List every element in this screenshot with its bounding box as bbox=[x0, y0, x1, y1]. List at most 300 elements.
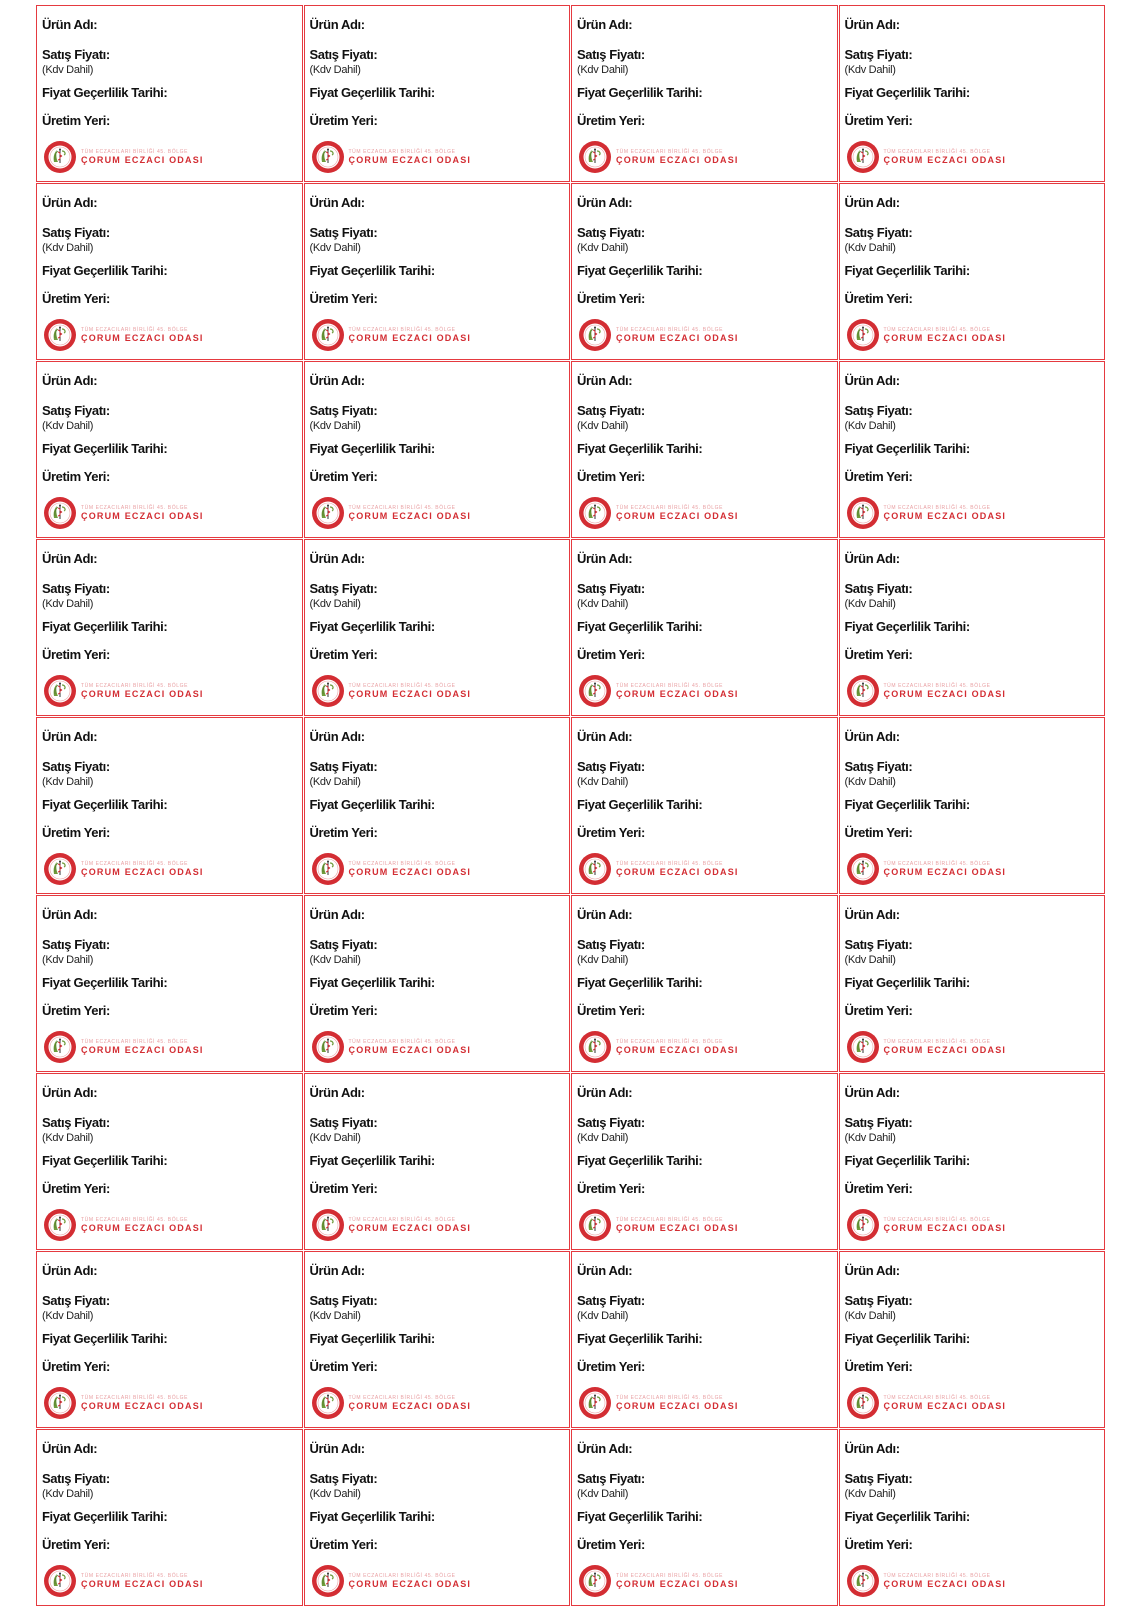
logo-title: ÇORUM ECZACI ODASI bbox=[348, 332, 472, 343]
chamber-logo bbox=[311, 852, 472, 886]
logo-tagline: TÜM ECZACILARI BİRLİĞİ 45. BÖLGE bbox=[348, 1216, 456, 1223]
chamber-logo bbox=[846, 852, 1007, 886]
pharmacy-chamber-seal-icon bbox=[311, 140, 345, 174]
sale-price-field: Satış Fiyatı: bbox=[42, 1293, 110, 1308]
price-validity-date-field: Fiyat Geçerlilik Tarihi: bbox=[577, 1331, 703, 1346]
price-validity-date-field: Fiyat Geçerlilik Tarihi: bbox=[42, 1331, 168, 1346]
price-label bbox=[571, 1429, 838, 1606]
sale-price-field: Satış Fiyatı: bbox=[844, 1293, 913, 1308]
price-label bbox=[839, 1251, 1106, 1428]
price-label bbox=[36, 539, 303, 716]
price-validity-date-field: Fiyat Geçerlilik Tarihi: bbox=[577, 797, 703, 812]
logo-title: ÇORUM ECZACI ODASI bbox=[348, 1222, 472, 1233]
pharmacy-chamber-seal-icon bbox=[846, 496, 880, 530]
price-validity-date-field: Fiyat Geçerlilik Tarihi: bbox=[577, 263, 703, 278]
product-name-field: Ürün Adı: bbox=[309, 17, 365, 32]
logo-title: ÇORUM ECZACI ODASI bbox=[883, 866, 1007, 877]
chamber-logo bbox=[846, 1030, 1007, 1064]
production-place-field: Üretim Yeri: bbox=[577, 1003, 645, 1018]
product-name-field: Ürün Adı: bbox=[42, 17, 98, 32]
logo-title: ÇORUM ECZACI ODASI bbox=[81, 688, 204, 699]
chamber-logo bbox=[311, 496, 472, 530]
logo-tagline: TÜM ECZACILARI BİRLİĞİ 45. BÖLGE bbox=[883, 682, 991, 689]
logo-title: ÇORUM ECZACI ODASI bbox=[616, 866, 739, 877]
sale-price-field: Satış Fiyatı: bbox=[844, 225, 913, 240]
production-place-field: Üretim Yeri: bbox=[42, 825, 110, 840]
logo-tagline: TÜM ECZACILARI BİRLİĞİ 45. BÖLGE bbox=[616, 860, 723, 867]
sale-price-field: Satış Fiyatı: bbox=[42, 225, 110, 240]
price-label bbox=[304, 1073, 571, 1250]
price-validity-date-field: Fiyat Geçerlilik Tarihi: bbox=[42, 619, 168, 634]
logo-title: ÇORUM ECZACI ODASI bbox=[616, 510, 739, 521]
production-place-field: Üretim Yeri: bbox=[577, 113, 645, 128]
logo-tagline: TÜM ECZACILARI BİRLİĞİ 45. BÖLGE bbox=[616, 1216, 723, 1223]
price-validity-date-field: Fiyat Geçerlilik Tarihi: bbox=[42, 263, 168, 278]
price-label bbox=[571, 183, 838, 360]
production-place-field: Üretim Yeri: bbox=[577, 291, 645, 306]
price-label bbox=[304, 5, 571, 182]
logo-tagline: TÜM ECZACILARI BİRLİĞİ 45. BÖLGE bbox=[883, 148, 991, 155]
price-validity-date-field: Fiyat Geçerlilik Tarihi: bbox=[844, 263, 970, 278]
sale-price-field: Satış Fiyatı: bbox=[309, 759, 378, 774]
sale-price-field: Satış Fiyatı: bbox=[42, 403, 110, 418]
logo-tagline: TÜM ECZACILARI BİRLİĞİ 45. BÖLGE bbox=[348, 326, 456, 333]
logo-title: ÇORUM ECZACI ODASI bbox=[81, 1222, 204, 1233]
product-name-field: Ürün Adı: bbox=[844, 195, 900, 210]
production-place-field: Üretim Yeri: bbox=[844, 469, 913, 484]
price-label bbox=[36, 717, 303, 894]
chamber-logo bbox=[846, 318, 1007, 352]
product-name-field: Ürün Adı: bbox=[577, 907, 633, 922]
pharmacy-chamber-seal-icon bbox=[311, 1564, 345, 1598]
price-validity-date-field: Fiyat Geçerlilik Tarihi: bbox=[844, 1509, 970, 1524]
price-label bbox=[36, 183, 303, 360]
pharmacy-chamber-seal-icon bbox=[43, 140, 77, 174]
vat-included-note: (Kdv Dahil) bbox=[42, 1310, 94, 1322]
logo-tagline: TÜM ECZACILARI BİRLİĞİ 45. BÖLGE bbox=[883, 1038, 991, 1045]
price-validity-date-field: Fiyat Geçerlilik Tarihi: bbox=[42, 797, 168, 812]
vat-included-note: (Kdv Dahil) bbox=[844, 776, 896, 788]
production-place-field: Üretim Yeri: bbox=[844, 113, 913, 128]
sale-price-field: Satış Fiyatı: bbox=[844, 1471, 913, 1486]
vat-included-note: (Kdv Dahil) bbox=[844, 598, 896, 610]
vat-included-note: (Kdv Dahil) bbox=[42, 420, 94, 432]
logo-tagline: TÜM ECZACILARI BİRLİĞİ 45. BÖLGE bbox=[348, 504, 456, 511]
chamber-logo bbox=[43, 1564, 204, 1598]
vat-included-note: (Kdv Dahil) bbox=[42, 64, 94, 76]
pharmacy-chamber-seal-icon bbox=[311, 1208, 345, 1242]
price-validity-date-field: Fiyat Geçerlilik Tarihi: bbox=[309, 797, 435, 812]
price-label bbox=[839, 539, 1106, 716]
production-place-field: Üretim Yeri: bbox=[844, 1359, 913, 1374]
product-name-field: Ürün Adı: bbox=[309, 1263, 365, 1278]
vat-included-note: (Kdv Dahil) bbox=[42, 242, 94, 254]
sale-price-field: Satış Fiyatı: bbox=[42, 1471, 110, 1486]
price-validity-date-field: Fiyat Geçerlilik Tarihi: bbox=[577, 619, 703, 634]
logo-tagline: TÜM ECZACILARI BİRLİĞİ 45. BÖLGE bbox=[81, 1038, 188, 1045]
chamber-logo bbox=[43, 852, 204, 886]
logo-tagline: TÜM ECZACILARI BİRLİĞİ 45. BÖLGE bbox=[81, 504, 188, 511]
price-validity-date-field: Fiyat Geçerlilik Tarihi: bbox=[577, 1509, 703, 1524]
sale-price-field: Satış Fiyatı: bbox=[309, 1471, 378, 1486]
sale-price-field: Satış Fiyatı: bbox=[844, 581, 913, 596]
sale-price-field: Satış Fiyatı: bbox=[309, 1115, 378, 1130]
logo-title: ÇORUM ECZACI ODASI bbox=[81, 332, 204, 343]
vat-included-note: (Kdv Dahil) bbox=[309, 420, 361, 432]
production-place-field: Üretim Yeri: bbox=[309, 1003, 378, 1018]
price-validity-date-field: Fiyat Geçerlilik Tarihi: bbox=[309, 619, 435, 634]
logo-title: ÇORUM ECZACI ODASI bbox=[348, 510, 472, 521]
logo-title: ÇORUM ECZACI ODASI bbox=[883, 1222, 1007, 1233]
product-name-field: Ürün Adı: bbox=[844, 373, 900, 388]
logo-tagline: TÜM ECZACILARI BİRLİĞİ 45. BÖLGE bbox=[81, 1394, 188, 1401]
production-place-field: Üretim Yeri: bbox=[42, 1537, 110, 1552]
logo-tagline: TÜM ECZACILARI BİRLİĞİ 45. BÖLGE bbox=[81, 860, 188, 867]
logo-tagline: TÜM ECZACILARI BİRLİĞİ 45. BÖLGE bbox=[616, 326, 723, 333]
price-validity-date-field: Fiyat Geçerlilik Tarihi: bbox=[844, 1153, 970, 1168]
price-validity-date-field: Fiyat Geçerlilik Tarihi: bbox=[42, 1509, 168, 1524]
vat-included-note: (Kdv Dahil) bbox=[577, 954, 629, 966]
chamber-logo bbox=[311, 1030, 472, 1064]
production-place-field: Üretim Yeri: bbox=[844, 647, 913, 662]
price-label bbox=[36, 1429, 303, 1606]
logo-tagline: TÜM ECZACILARI BİRLİĞİ 45. BÖLGE bbox=[616, 504, 723, 511]
price-validity-date-field: Fiyat Geçerlilik Tarihi: bbox=[309, 1153, 435, 1168]
price-label bbox=[571, 5, 838, 182]
logo-title: ÇORUM ECZACI ODASI bbox=[883, 154, 1007, 165]
price-label bbox=[571, 1073, 838, 1250]
price-validity-date-field: Fiyat Geçerlilik Tarihi: bbox=[844, 797, 970, 812]
logo-tagline: TÜM ECZACILARI BİRLİĞİ 45. BÖLGE bbox=[81, 1572, 188, 1579]
product-name-field: Ürün Adı: bbox=[577, 1441, 633, 1456]
price-validity-date-field: Fiyat Geçerlilik Tarihi: bbox=[577, 975, 703, 990]
sale-price-field: Satış Fiyatı: bbox=[42, 47, 110, 62]
price-validity-date-field: Fiyat Geçerlilik Tarihi: bbox=[309, 1331, 435, 1346]
pharmacy-chamber-seal-icon bbox=[578, 318, 612, 352]
price-validity-date-field: Fiyat Geçerlilik Tarihi: bbox=[309, 1509, 435, 1524]
pharmacy-chamber-seal-icon bbox=[578, 1030, 612, 1064]
vat-included-note: (Kdv Dahil) bbox=[309, 242, 361, 254]
sale-price-field: Satış Fiyatı: bbox=[577, 1115, 645, 1130]
pharmacy-chamber-seal-icon bbox=[578, 496, 612, 530]
chamber-logo bbox=[578, 852, 739, 886]
product-name-field: Ürün Adı: bbox=[42, 1263, 98, 1278]
price-label bbox=[36, 1073, 303, 1250]
pharmacy-chamber-seal-icon bbox=[311, 496, 345, 530]
price-label bbox=[839, 1073, 1106, 1250]
pharmacy-chamber-seal-icon bbox=[43, 1564, 77, 1598]
sale-price-field: Satış Fiyatı: bbox=[577, 581, 645, 596]
logo-tagline: TÜM ECZACILARI BİRLİĞİ 45. BÖLGE bbox=[883, 1216, 991, 1223]
product-name-field: Ürün Adı: bbox=[844, 1441, 900, 1456]
price-label bbox=[571, 1251, 838, 1428]
price-validity-date-field: Fiyat Geçerlilik Tarihi: bbox=[844, 441, 970, 456]
price-label bbox=[304, 1429, 571, 1606]
sale-price-field: Satış Fiyatı: bbox=[309, 1293, 378, 1308]
logo-tagline: TÜM ECZACILARI BİRLİĞİ 45. BÖLGE bbox=[616, 682, 723, 689]
logo-title: ÇORUM ECZACI ODASI bbox=[883, 332, 1007, 343]
logo-title: ÇORUM ECZACI ODASI bbox=[616, 1578, 739, 1589]
vat-included-note: (Kdv Dahil) bbox=[577, 598, 629, 610]
sale-price-field: Satış Fiyatı: bbox=[309, 225, 378, 240]
production-place-field: Üretim Yeri: bbox=[309, 1181, 378, 1196]
chamber-logo bbox=[43, 1030, 204, 1064]
product-name-field: Ürün Adı: bbox=[844, 907, 900, 922]
chamber-logo bbox=[578, 1386, 739, 1420]
sale-price-field: Satış Fiyatı: bbox=[42, 1115, 110, 1130]
product-name-field: Ürün Adı: bbox=[42, 907, 98, 922]
production-place-field: Üretim Yeri: bbox=[844, 1537, 913, 1552]
vat-included-note: (Kdv Dahil) bbox=[577, 776, 629, 788]
product-name-field: Ürün Adı: bbox=[844, 1085, 900, 1100]
chamber-logo bbox=[43, 674, 204, 708]
pharmacy-chamber-seal-icon bbox=[43, 1208, 77, 1242]
logo-title: ÇORUM ECZACI ODASI bbox=[883, 688, 1007, 699]
price-validity-date-field: Fiyat Geçerlilik Tarihi: bbox=[844, 1331, 970, 1346]
logo-title: ÇORUM ECZACI ODASI bbox=[81, 1578, 204, 1589]
pharmacy-chamber-seal-icon bbox=[846, 674, 880, 708]
pharmacy-chamber-seal-icon bbox=[846, 140, 880, 174]
logo-tagline: TÜM ECZACILARI BİRLİĞİ 45. BÖLGE bbox=[348, 1038, 456, 1045]
logo-title: ÇORUM ECZACI ODASI bbox=[616, 154, 739, 165]
product-name-field: Ürün Adı: bbox=[844, 1263, 900, 1278]
chamber-logo bbox=[578, 674, 739, 708]
vat-included-note: (Kdv Dahil) bbox=[844, 242, 896, 254]
vat-included-note: (Kdv Dahil) bbox=[577, 420, 629, 432]
price-label bbox=[304, 361, 571, 538]
price-label bbox=[304, 895, 571, 1072]
price-validity-date-field: Fiyat Geçerlilik Tarihi: bbox=[42, 85, 168, 100]
product-name-field: Ürün Adı: bbox=[42, 1441, 98, 1456]
production-place-field: Üretim Yeri: bbox=[844, 291, 913, 306]
logo-title: ÇORUM ECZACI ODASI bbox=[616, 1222, 739, 1233]
price-validity-date-field: Fiyat Geçerlilik Tarihi: bbox=[42, 1153, 168, 1168]
vat-included-note: (Kdv Dahil) bbox=[577, 64, 629, 76]
logo-tagline: TÜM ECZACILARI BİRLİĞİ 45. BÖLGE bbox=[883, 860, 991, 867]
logo-title: ÇORUM ECZACI ODASI bbox=[883, 1578, 1007, 1589]
product-name-field: Ürün Adı: bbox=[42, 373, 98, 388]
chamber-logo bbox=[578, 140, 739, 174]
chamber-logo bbox=[578, 1030, 739, 1064]
price-validity-date-field: Fiyat Geçerlilik Tarihi: bbox=[42, 975, 168, 990]
pharmacy-chamber-seal-icon bbox=[846, 1386, 880, 1420]
price-validity-date-field: Fiyat Geçerlilik Tarihi: bbox=[309, 975, 435, 990]
sale-price-field: Satış Fiyatı: bbox=[577, 937, 645, 952]
production-place-field: Üretim Yeri: bbox=[42, 1003, 110, 1018]
sale-price-field: Satış Fiyatı: bbox=[42, 581, 110, 596]
pharmacy-chamber-seal-icon bbox=[311, 1386, 345, 1420]
chamber-logo bbox=[578, 1208, 739, 1242]
logo-tagline: TÜM ECZACILARI BİRLİĞİ 45. BÖLGE bbox=[348, 860, 456, 867]
pharmacy-chamber-seal-icon bbox=[578, 140, 612, 174]
sale-price-field: Satış Fiyatı: bbox=[844, 403, 913, 418]
product-name-field: Ürün Adı: bbox=[309, 1441, 365, 1456]
product-name-field: Ürün Adı: bbox=[42, 195, 98, 210]
logo-title: ÇORUM ECZACI ODASI bbox=[616, 688, 739, 699]
price-label bbox=[571, 717, 838, 894]
vat-included-note: (Kdv Dahil) bbox=[42, 1132, 94, 1144]
pharmacy-chamber-seal-icon bbox=[578, 1386, 612, 1420]
production-place-field: Üretim Yeri: bbox=[309, 825, 378, 840]
pharmacy-chamber-seal-icon bbox=[846, 1030, 880, 1064]
production-place-field: Üretim Yeri: bbox=[577, 1181, 645, 1196]
production-place-field: Üretim Yeri: bbox=[577, 825, 645, 840]
logo-title: ÇORUM ECZACI ODASI bbox=[883, 1044, 1007, 1055]
pharmacy-chamber-seal-icon bbox=[43, 1030, 77, 1064]
logo-tagline: TÜM ECZACILARI BİRLİĞİ 45. BÖLGE bbox=[348, 148, 456, 155]
sale-price-field: Satış Fiyatı: bbox=[42, 937, 110, 952]
vat-included-note: (Kdv Dahil) bbox=[42, 1488, 94, 1500]
production-place-field: Üretim Yeri: bbox=[42, 469, 110, 484]
logo-tagline: TÜM ECZACILARI BİRLİĞİ 45. BÖLGE bbox=[81, 326, 188, 333]
product-name-field: Ürün Adı: bbox=[577, 551, 633, 566]
label-sheet bbox=[36, 5, 1106, 1600]
price-validity-date-field: Fiyat Geçerlilik Tarihi: bbox=[844, 85, 970, 100]
logo-tagline: TÜM ECZACILARI BİRLİĞİ 45. BÖLGE bbox=[81, 682, 188, 689]
pharmacy-chamber-seal-icon bbox=[578, 674, 612, 708]
pharmacy-chamber-seal-icon bbox=[578, 1208, 612, 1242]
product-name-field: Ürün Adı: bbox=[844, 17, 900, 32]
logo-title: ÇORUM ECZACI ODASI bbox=[81, 154, 204, 165]
vat-included-note: (Kdv Dahil) bbox=[309, 64, 361, 76]
pharmacy-chamber-seal-icon bbox=[578, 852, 612, 886]
price-validity-date-field: Fiyat Geçerlilik Tarihi: bbox=[577, 85, 703, 100]
vat-included-note: (Kdv Dahil) bbox=[844, 420, 896, 432]
vat-included-note: (Kdv Dahil) bbox=[844, 1488, 896, 1500]
pharmacy-chamber-seal-icon bbox=[43, 1386, 77, 1420]
production-place-field: Üretim Yeri: bbox=[42, 647, 110, 662]
logo-title: ÇORUM ECZACI ODASI bbox=[348, 688, 472, 699]
logo-tagline: TÜM ECZACILARI BİRLİĞİ 45. BÖLGE bbox=[81, 148, 188, 155]
product-name-field: Ürün Adı: bbox=[577, 195, 633, 210]
sale-price-field: Satış Fiyatı: bbox=[577, 1293, 645, 1308]
chamber-logo bbox=[846, 496, 1007, 530]
chamber-logo bbox=[311, 140, 472, 174]
chamber-logo bbox=[846, 140, 1007, 174]
vat-included-note: (Kdv Dahil) bbox=[309, 1132, 361, 1144]
production-place-field: Üretim Yeri: bbox=[844, 1181, 913, 1196]
production-place-field: Üretim Yeri: bbox=[577, 1359, 645, 1374]
price-validity-date-field: Fiyat Geçerlilik Tarihi: bbox=[309, 85, 435, 100]
product-name-field: Ürün Adı: bbox=[309, 1085, 365, 1100]
price-label bbox=[839, 361, 1106, 538]
sale-price-field: Satış Fiyatı: bbox=[577, 403, 645, 418]
logo-title: ÇORUM ECZACI ODASI bbox=[81, 866, 204, 877]
vat-included-note: (Kdv Dahil) bbox=[42, 776, 94, 788]
price-label bbox=[839, 183, 1106, 360]
logo-title: ÇORUM ECZACI ODASI bbox=[616, 332, 739, 343]
vat-included-note: (Kdv Dahil) bbox=[844, 954, 896, 966]
chamber-logo bbox=[846, 1386, 1007, 1420]
price-label bbox=[571, 361, 838, 538]
logo-tagline: TÜM ECZACILARI BİRLİĞİ 45. BÖLGE bbox=[348, 1572, 456, 1579]
product-name-field: Ürün Adı: bbox=[309, 907, 365, 922]
chamber-logo bbox=[311, 1564, 472, 1598]
price-label bbox=[304, 717, 571, 894]
chamber-logo bbox=[311, 1386, 472, 1420]
vat-included-note: (Kdv Dahil) bbox=[309, 1488, 361, 1500]
pharmacy-chamber-seal-icon bbox=[846, 1208, 880, 1242]
logo-title: ÇORUM ECZACI ODASI bbox=[81, 1400, 204, 1411]
price-label bbox=[304, 539, 571, 716]
chamber-logo bbox=[578, 318, 739, 352]
sale-price-field: Satış Fiyatı: bbox=[844, 1115, 913, 1130]
product-name-field: Ürün Adı: bbox=[577, 373, 633, 388]
logo-title: ÇORUM ECZACI ODASI bbox=[348, 866, 472, 877]
logo-title: ÇORUM ECZACI ODASI bbox=[883, 1400, 1007, 1411]
product-name-field: Ürün Adı: bbox=[577, 1085, 633, 1100]
product-name-field: Ürün Adı: bbox=[309, 551, 365, 566]
vat-included-note: (Kdv Dahil) bbox=[42, 954, 94, 966]
price-label bbox=[839, 895, 1106, 1072]
sale-price-field: Satış Fiyatı: bbox=[577, 759, 645, 774]
vat-included-note: (Kdv Dahil) bbox=[577, 1310, 629, 1322]
chamber-logo bbox=[43, 318, 204, 352]
logo-tagline: TÜM ECZACILARI BİRLİĞİ 45. BÖLGE bbox=[348, 1394, 456, 1401]
logo-title: ÇORUM ECZACI ODASI bbox=[348, 1044, 472, 1055]
chamber-logo bbox=[846, 1208, 1007, 1242]
price-label bbox=[839, 5, 1106, 182]
sale-price-field: Satış Fiyatı: bbox=[844, 759, 913, 774]
pharmacy-chamber-seal-icon bbox=[311, 852, 345, 886]
price-label bbox=[36, 895, 303, 1072]
production-place-field: Üretim Yeri: bbox=[844, 825, 913, 840]
chamber-logo bbox=[846, 1564, 1007, 1598]
vat-included-note: (Kdv Dahil) bbox=[577, 1488, 629, 1500]
logo-tagline: TÜM ECZACILARI BİRLİĞİ 45. BÖLGE bbox=[616, 1572, 723, 1579]
product-name-field: Ürün Adı: bbox=[309, 195, 365, 210]
logo-title: ÇORUM ECZACI ODASI bbox=[81, 510, 204, 521]
vat-included-note: (Kdv Dahil) bbox=[577, 242, 629, 254]
production-place-field: Üretim Yeri: bbox=[42, 113, 110, 128]
logo-title: ÇORUM ECZACI ODASI bbox=[81, 1044, 204, 1055]
product-name-field: Ürün Adı: bbox=[309, 729, 365, 744]
production-place-field: Üretim Yeri: bbox=[309, 113, 378, 128]
logo-tagline: TÜM ECZACILARI BİRLİĞİ 45. BÖLGE bbox=[616, 148, 723, 155]
chamber-logo bbox=[578, 1564, 739, 1598]
vat-included-note: (Kdv Dahil) bbox=[309, 776, 361, 788]
logo-title: ÇORUM ECZACI ODASI bbox=[616, 1044, 739, 1055]
price-validity-date-field: Fiyat Geçerlilik Tarihi: bbox=[844, 619, 970, 634]
price-label bbox=[36, 1251, 303, 1428]
sale-price-field: Satış Fiyatı: bbox=[309, 937, 378, 952]
pharmacy-chamber-seal-icon bbox=[578, 1564, 612, 1598]
production-place-field: Üretim Yeri: bbox=[309, 1537, 378, 1552]
chamber-logo bbox=[578, 496, 739, 530]
pharmacy-chamber-seal-icon bbox=[43, 318, 77, 352]
chamber-logo bbox=[43, 1208, 204, 1242]
chamber-logo bbox=[311, 1208, 472, 1242]
price-label bbox=[571, 895, 838, 1072]
product-name-field: Ürün Adı: bbox=[309, 373, 365, 388]
sale-price-field: Satış Fiyatı: bbox=[309, 47, 378, 62]
vat-included-note: (Kdv Dahil) bbox=[309, 1310, 361, 1322]
logo-tagline: TÜM ECZACILARI BİRLİĞİ 45. BÖLGE bbox=[883, 1572, 991, 1579]
production-place-field: Üretim Yeri: bbox=[42, 1359, 110, 1374]
production-place-field: Üretim Yeri: bbox=[309, 647, 378, 662]
logo-title: ÇORUM ECZACI ODASI bbox=[616, 1400, 739, 1411]
vat-included-note: (Kdv Dahil) bbox=[844, 1310, 896, 1322]
price-label bbox=[571, 539, 838, 716]
chamber-logo bbox=[311, 318, 472, 352]
logo-tagline: TÜM ECZACILARI BİRLİĞİ 45. BÖLGE bbox=[616, 1394, 723, 1401]
logo-title: ÇORUM ECZACI ODASI bbox=[348, 154, 472, 165]
production-place-field: Üretim Yeri: bbox=[309, 1359, 378, 1374]
price-validity-date-field: Fiyat Geçerlilik Tarihi: bbox=[844, 975, 970, 990]
price-label bbox=[304, 1251, 571, 1428]
production-place-field: Üretim Yeri: bbox=[577, 469, 645, 484]
logo-title: ÇORUM ECZACI ODASI bbox=[348, 1400, 472, 1411]
